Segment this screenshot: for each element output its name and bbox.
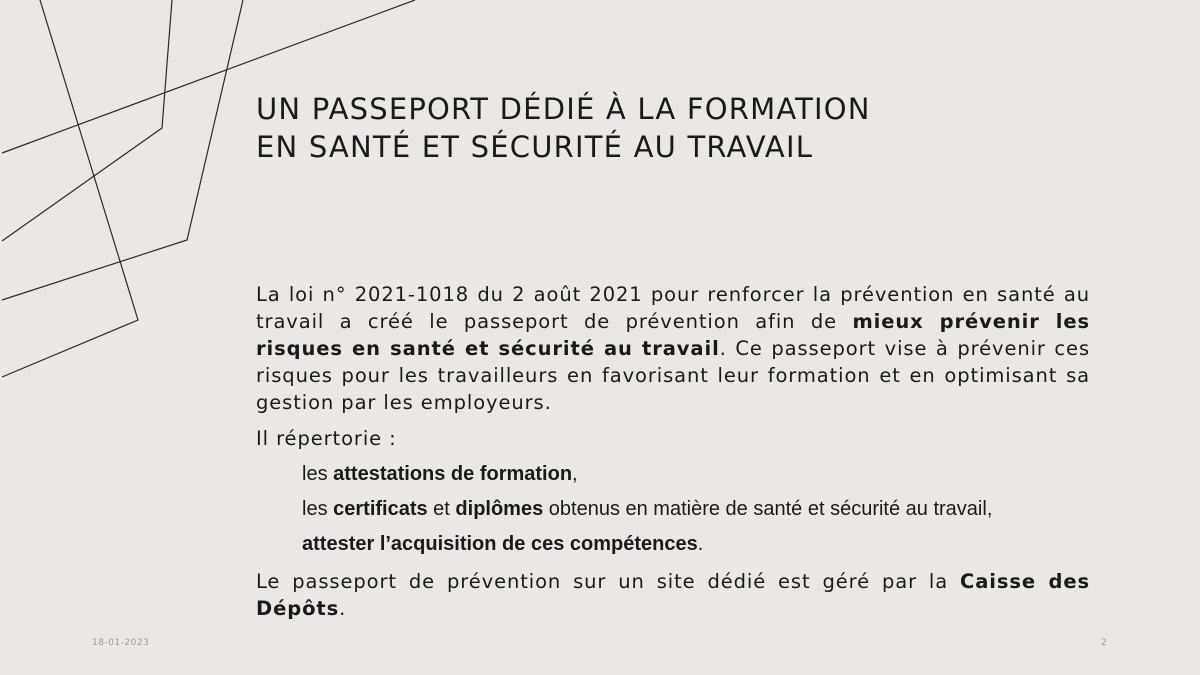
closing-suffix: . bbox=[339, 597, 347, 620]
list-item-3-bold: attester l’acquisition de ces compétences bbox=[302, 533, 698, 555]
title-line-1: UN PASSEPORT DÉDIÉ À LA FORMATION bbox=[256, 92, 871, 126]
closing-bold: Caisse des Dépôts bbox=[256, 570, 1090, 620]
list-item-2-prefix: les bbox=[302, 498, 334, 520]
list-item-1-suffix: , bbox=[572, 463, 578, 485]
repertoire-list bbox=[302, 457, 1090, 562]
list-item-1-bold: attestations de formation bbox=[333, 463, 573, 485]
intro-text-2: . Ce passeport vise à prévenir ces risques pour les travailleurs en favorisant leur formation et en optimisant sa gestion par les employeurs. bbox=[256, 337, 1090, 414]
list-item-2-bold-b: diplômes bbox=[455, 498, 544, 520]
list-item-1-prefix: les bbox=[302, 463, 334, 485]
list-item-3-suffix: . bbox=[697, 533, 704, 555]
footer-date: 18-01-2023 bbox=[92, 638, 150, 648]
page-number: 2 bbox=[1101, 638, 1107, 648]
slide-body bbox=[256, 281, 1090, 622]
repertoire-label: Il répertorie : bbox=[256, 427, 397, 450]
closing-paragraph bbox=[256, 568, 1090, 622]
closing-text: Le passeport de prévention sur un site dédié est géré par la bbox=[256, 570, 960, 593]
list-item-certificats bbox=[302, 492, 1090, 527]
title-line-2: EN SANTÉ ET SÉCURITÉ AU TRAVAIL bbox=[256, 130, 814, 164]
intro-bold: mieux prévenir les risques en santé et sécurité au travail bbox=[256, 310, 1090, 360]
list-item-2-suffix: obtenus en matière de santé et sécurité au travail, bbox=[543, 498, 993, 520]
list-item-attestations bbox=[302, 457, 1090, 492]
deco-line-2 bbox=[2, 0, 172, 241]
slide-title bbox=[256, 90, 1116, 166]
list-item-competences bbox=[302, 527, 1090, 562]
intro-text-1: La loi n° 2021-1018 du 2 août 2021 pour renforcer la prévention en santé au travail a créé le passeport de prévention afin de bbox=[256, 283, 1090, 333]
list-item-2-mid: et bbox=[427, 498, 456, 520]
deco-line-3 bbox=[2, 0, 243, 300]
deco-line-1 bbox=[2, 0, 138, 377]
intro-paragraph bbox=[256, 281, 1090, 416]
list-item-2-bold-a: certificats bbox=[333, 498, 428, 520]
